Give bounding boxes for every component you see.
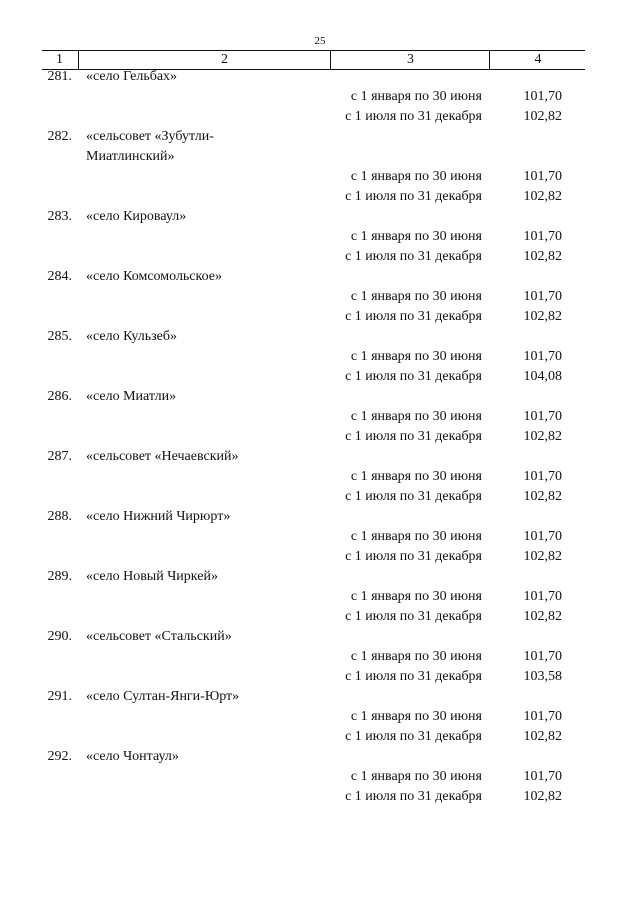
period-row: [0, 647, 640, 667]
entry-number: 292.: [47, 749, 72, 764]
entry-name: «село Кульзеб»: [86, 329, 177, 344]
entry-name-line: [0, 207, 640, 227]
period-row: [0, 547, 640, 567]
period-value: 101,70: [523, 89, 562, 104]
period-value: 101,70: [523, 769, 562, 784]
period-value: 101,70: [523, 409, 562, 424]
period-value: 101,70: [523, 169, 562, 184]
entry-name: «село Султан-Янги-Юрт»: [86, 689, 240, 704]
period-label: с 1 июля по 31 декабря: [345, 489, 482, 504]
period-row: [0, 87, 640, 107]
entry-name-line: [0, 747, 640, 767]
period-label: с 1 января по 30 июня: [350, 709, 482, 724]
period-label: с 1 января по 30 июня: [350, 529, 482, 544]
period-label: с 1 июля по 31 декабря: [345, 549, 482, 564]
entry-name-continuation: Миатлинский»: [86, 149, 175, 164]
period-row: [0, 347, 640, 367]
period-row: [0, 287, 640, 307]
entry-name: «село Комсомольское»: [86, 269, 223, 284]
entry-name-line: [0, 447, 640, 467]
period-row: [0, 367, 640, 387]
period-value: 102,82: [523, 789, 562, 804]
entry-name: «село Чонтаул»: [86, 749, 179, 764]
table-row: [0, 567, 640, 627]
period-label: с 1 июля по 31 декабря: [345, 309, 482, 324]
entry-name-line: [0, 507, 640, 527]
entry-name-line: [0, 327, 640, 347]
entry-number: 290.: [47, 629, 72, 644]
entry-name-line: [0, 687, 640, 707]
period-row: [0, 787, 640, 807]
period-value: 102,82: [523, 109, 562, 124]
period-label: с 1 июля по 31 декабря: [345, 789, 482, 804]
entry-number: 285.: [47, 329, 72, 344]
column-header-3: 3: [330, 51, 490, 69]
table-row: [0, 267, 640, 327]
period-row: [0, 587, 640, 607]
period-value: 102,82: [523, 489, 562, 504]
period-label: с 1 января по 30 июня: [350, 469, 482, 484]
period-value: 101,70: [523, 529, 562, 544]
entry-name-line: [0, 627, 640, 647]
period-value: 101,70: [523, 349, 562, 364]
period-row: [0, 407, 640, 427]
period-label: с 1 июля по 31 декабря: [345, 109, 482, 124]
table-body: [0, 67, 640, 807]
table-row: [0, 387, 640, 447]
period-value: 101,70: [523, 289, 562, 304]
entry-number: 287.: [47, 449, 72, 464]
period-value: 102,82: [523, 429, 562, 444]
entry-number: 283.: [47, 209, 72, 224]
entry-name-line: [0, 267, 640, 287]
period-value: 101,70: [523, 649, 562, 664]
table-row: [0, 687, 640, 747]
period-row: [0, 107, 640, 127]
table-row: [0, 627, 640, 687]
period-value: 102,82: [523, 729, 562, 744]
table-row: [0, 507, 640, 567]
entry-name: «сельсовет «Стальский»: [86, 629, 232, 644]
period-label: с 1 июля по 31 декабря: [345, 429, 482, 444]
period-row: [0, 247, 640, 267]
entry-number: 291.: [47, 689, 72, 704]
table-row: [0, 207, 640, 267]
page-number: 25: [314, 35, 326, 47]
entry-number: 282.: [47, 129, 72, 144]
period-value: 101,70: [523, 589, 562, 604]
table-row: [0, 127, 640, 207]
period-value: 101,70: [523, 229, 562, 244]
entry-name: «сельсовет «Зубутли-: [86, 129, 214, 144]
period-label: с 1 января по 30 июня: [350, 89, 482, 104]
period-row: [0, 227, 640, 247]
period-label: с 1 января по 30 июня: [350, 409, 482, 424]
period-row: [0, 767, 640, 787]
period-row: [0, 727, 640, 747]
column-header-4: 4: [489, 51, 586, 69]
entry-number: 284.: [47, 269, 72, 284]
period-row: [0, 467, 640, 487]
table-row: [0, 327, 640, 387]
period-value: 102,82: [523, 189, 562, 204]
period-row: [0, 707, 640, 727]
period-label: с 1 июля по 31 декабря: [345, 729, 482, 744]
entry-name-line: [0, 147, 640, 167]
period-label: с 1 января по 30 июня: [350, 229, 482, 244]
period-label: с 1 января по 30 июня: [350, 649, 482, 664]
entry-name-line: [0, 387, 640, 407]
entry-number: 281.: [47, 69, 72, 84]
period-row: [0, 487, 640, 507]
period-value: 103,58: [523, 669, 562, 684]
entry-name: «село Нижний Чирюрт»: [86, 509, 231, 524]
period-value: 102,82: [523, 609, 562, 624]
entry-name-line: [0, 67, 640, 87]
period-row: [0, 427, 640, 447]
period-value: 104,08: [523, 369, 562, 384]
entry-number: 289.: [47, 569, 72, 584]
entry-name-line: [0, 127, 640, 147]
period-label: с 1 июля по 31 декабря: [345, 189, 482, 204]
period-row: [0, 187, 640, 207]
period-row: [0, 607, 640, 627]
entry-name: «село Гельбах»: [86, 69, 178, 84]
entry-name: «село Миатли»: [86, 389, 177, 404]
entry-name: «сельсовет «Нечаевский»: [86, 449, 239, 464]
period-row: [0, 307, 640, 327]
period-value: 102,82: [523, 309, 562, 324]
period-value: 101,70: [523, 469, 562, 484]
entry-name: «село Новый Чиркей»: [86, 569, 218, 584]
period-label: с 1 января по 30 июня: [350, 769, 482, 784]
table-row: [0, 447, 640, 507]
period-value: 101,70: [523, 709, 562, 724]
period-label: с 1 января по 30 июня: [350, 349, 482, 364]
period-value: 102,82: [523, 249, 562, 264]
entry-number: 288.: [47, 509, 72, 524]
period-row: [0, 667, 640, 687]
period-label: с 1 июля по 31 декабря: [345, 609, 482, 624]
period-label: с 1 января по 30 июня: [350, 289, 482, 304]
period-label: с 1 июля по 31 декабря: [345, 249, 482, 264]
period-label: с 1 июля по 31 декабря: [345, 369, 482, 384]
table-row: [0, 747, 640, 807]
period-label: с 1 июля по 31 декабря: [345, 669, 482, 684]
period-row: [0, 527, 640, 547]
entry-name: «село Кироваул»: [86, 209, 187, 224]
period-row: [0, 167, 640, 187]
table-row: [0, 67, 640, 127]
column-header-2: 2: [78, 51, 370, 69]
entry-number: 286.: [47, 389, 72, 404]
entry-name-line: [0, 567, 640, 587]
column-header-1: 1: [56, 52, 63, 67]
period-label: с 1 января по 30 июня: [350, 589, 482, 604]
period-label: с 1 января по 30 июня: [350, 169, 482, 184]
period-value: 102,82: [523, 549, 562, 564]
